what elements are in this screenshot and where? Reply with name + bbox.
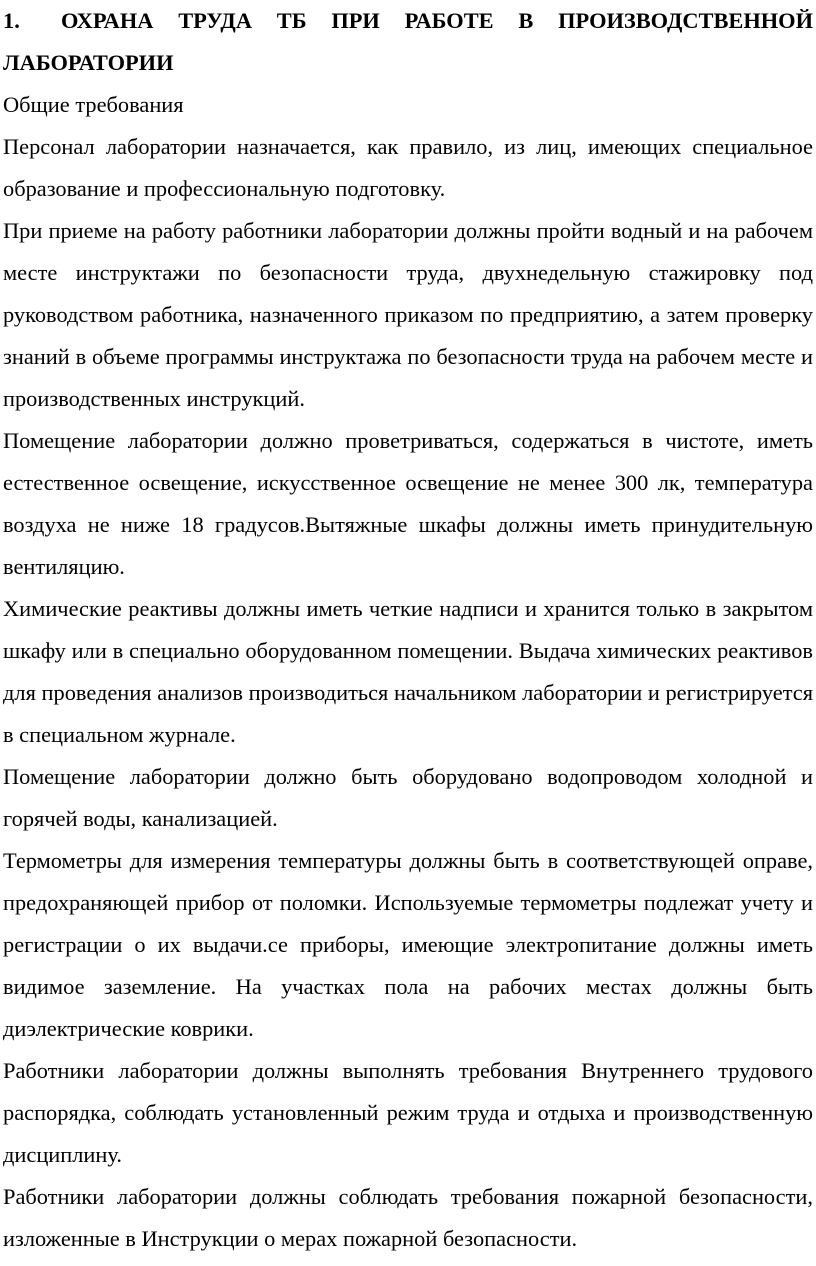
paragraph-thermometers: Термометры для измерения температуры должны быть в соответствующей оправе, предохраняющей прибор от поломки. Используемые термометры подлежат учету и регистрации о их выдачи.се приборы, имеющие электропитание должны иметь видимое заземление. На участках пола на рабочих местах должны быть диэлектрические коврики. xyxy=(3,848,813,1041)
section-title: ОХРАНА ТРУДА ТБ ПРИ РАБОТЕ В ПРОИЗВОДСТВЕННОЙ ЛАБОРАТОРИИ xyxy=(3,8,813,75)
paragraph-hiring: При приеме на работу работники лаборатории должны пройти водный и на рабочем месте инструктажи по безопасности труда, двухнедельную стажировку под руководством работника, назначенного приказом по предприятию, а затем проверку знаний в объеме программы инструктажа по безопасности труда на рабочем месте и производственных инструкций. xyxy=(3,218,813,411)
paragraph-staff: Персонал лаборатории назначается, как правило, из лиц, имеющих специальное образование и профессиональную подготовку. xyxy=(3,134,813,201)
subsection-title: Общие требования xyxy=(3,92,184,117)
document-body xyxy=(3,0,813,1260)
paragraph-plumbing: Помещение лаборатории должно быть оборудовано водопроводом холодной и горячей воды, канализацией. xyxy=(3,764,813,831)
section-number: 1. xyxy=(3,8,20,33)
paragraph-fire-safety: Работники лаборатории должны соблюдать требования пожарной безопасности, изложенные в Инструкции о мерах пожарной безопасности. xyxy=(3,1184,813,1251)
paragraph-premises: Помещение лаборатории должно проветриваться, содержаться в чистоте, иметь естественное освещение, искусственное освещение не менее 300 лк, температура воздуха не ниже 18 градусов.Вытяжные шкафы должны иметь принудительную вентиляцию. xyxy=(3,428,813,579)
section-heading xyxy=(3,0,813,84)
paragraph-discipline: Работники лаборатории должны выполнять требования Внутреннего трудового распорядка, соблюдать установленный режим труда и отдыха и производственную дисциплину. xyxy=(3,1058,813,1167)
paragraph-reagents: Химические реактивы должны иметь четкие надписи и хранится только в закрытом шкафу или в специально оборудованном помещении. Выдача химических реактивов для проведения анализов производиться начальником лаборатории и регистрируется в специальном журнале. xyxy=(3,596,813,747)
